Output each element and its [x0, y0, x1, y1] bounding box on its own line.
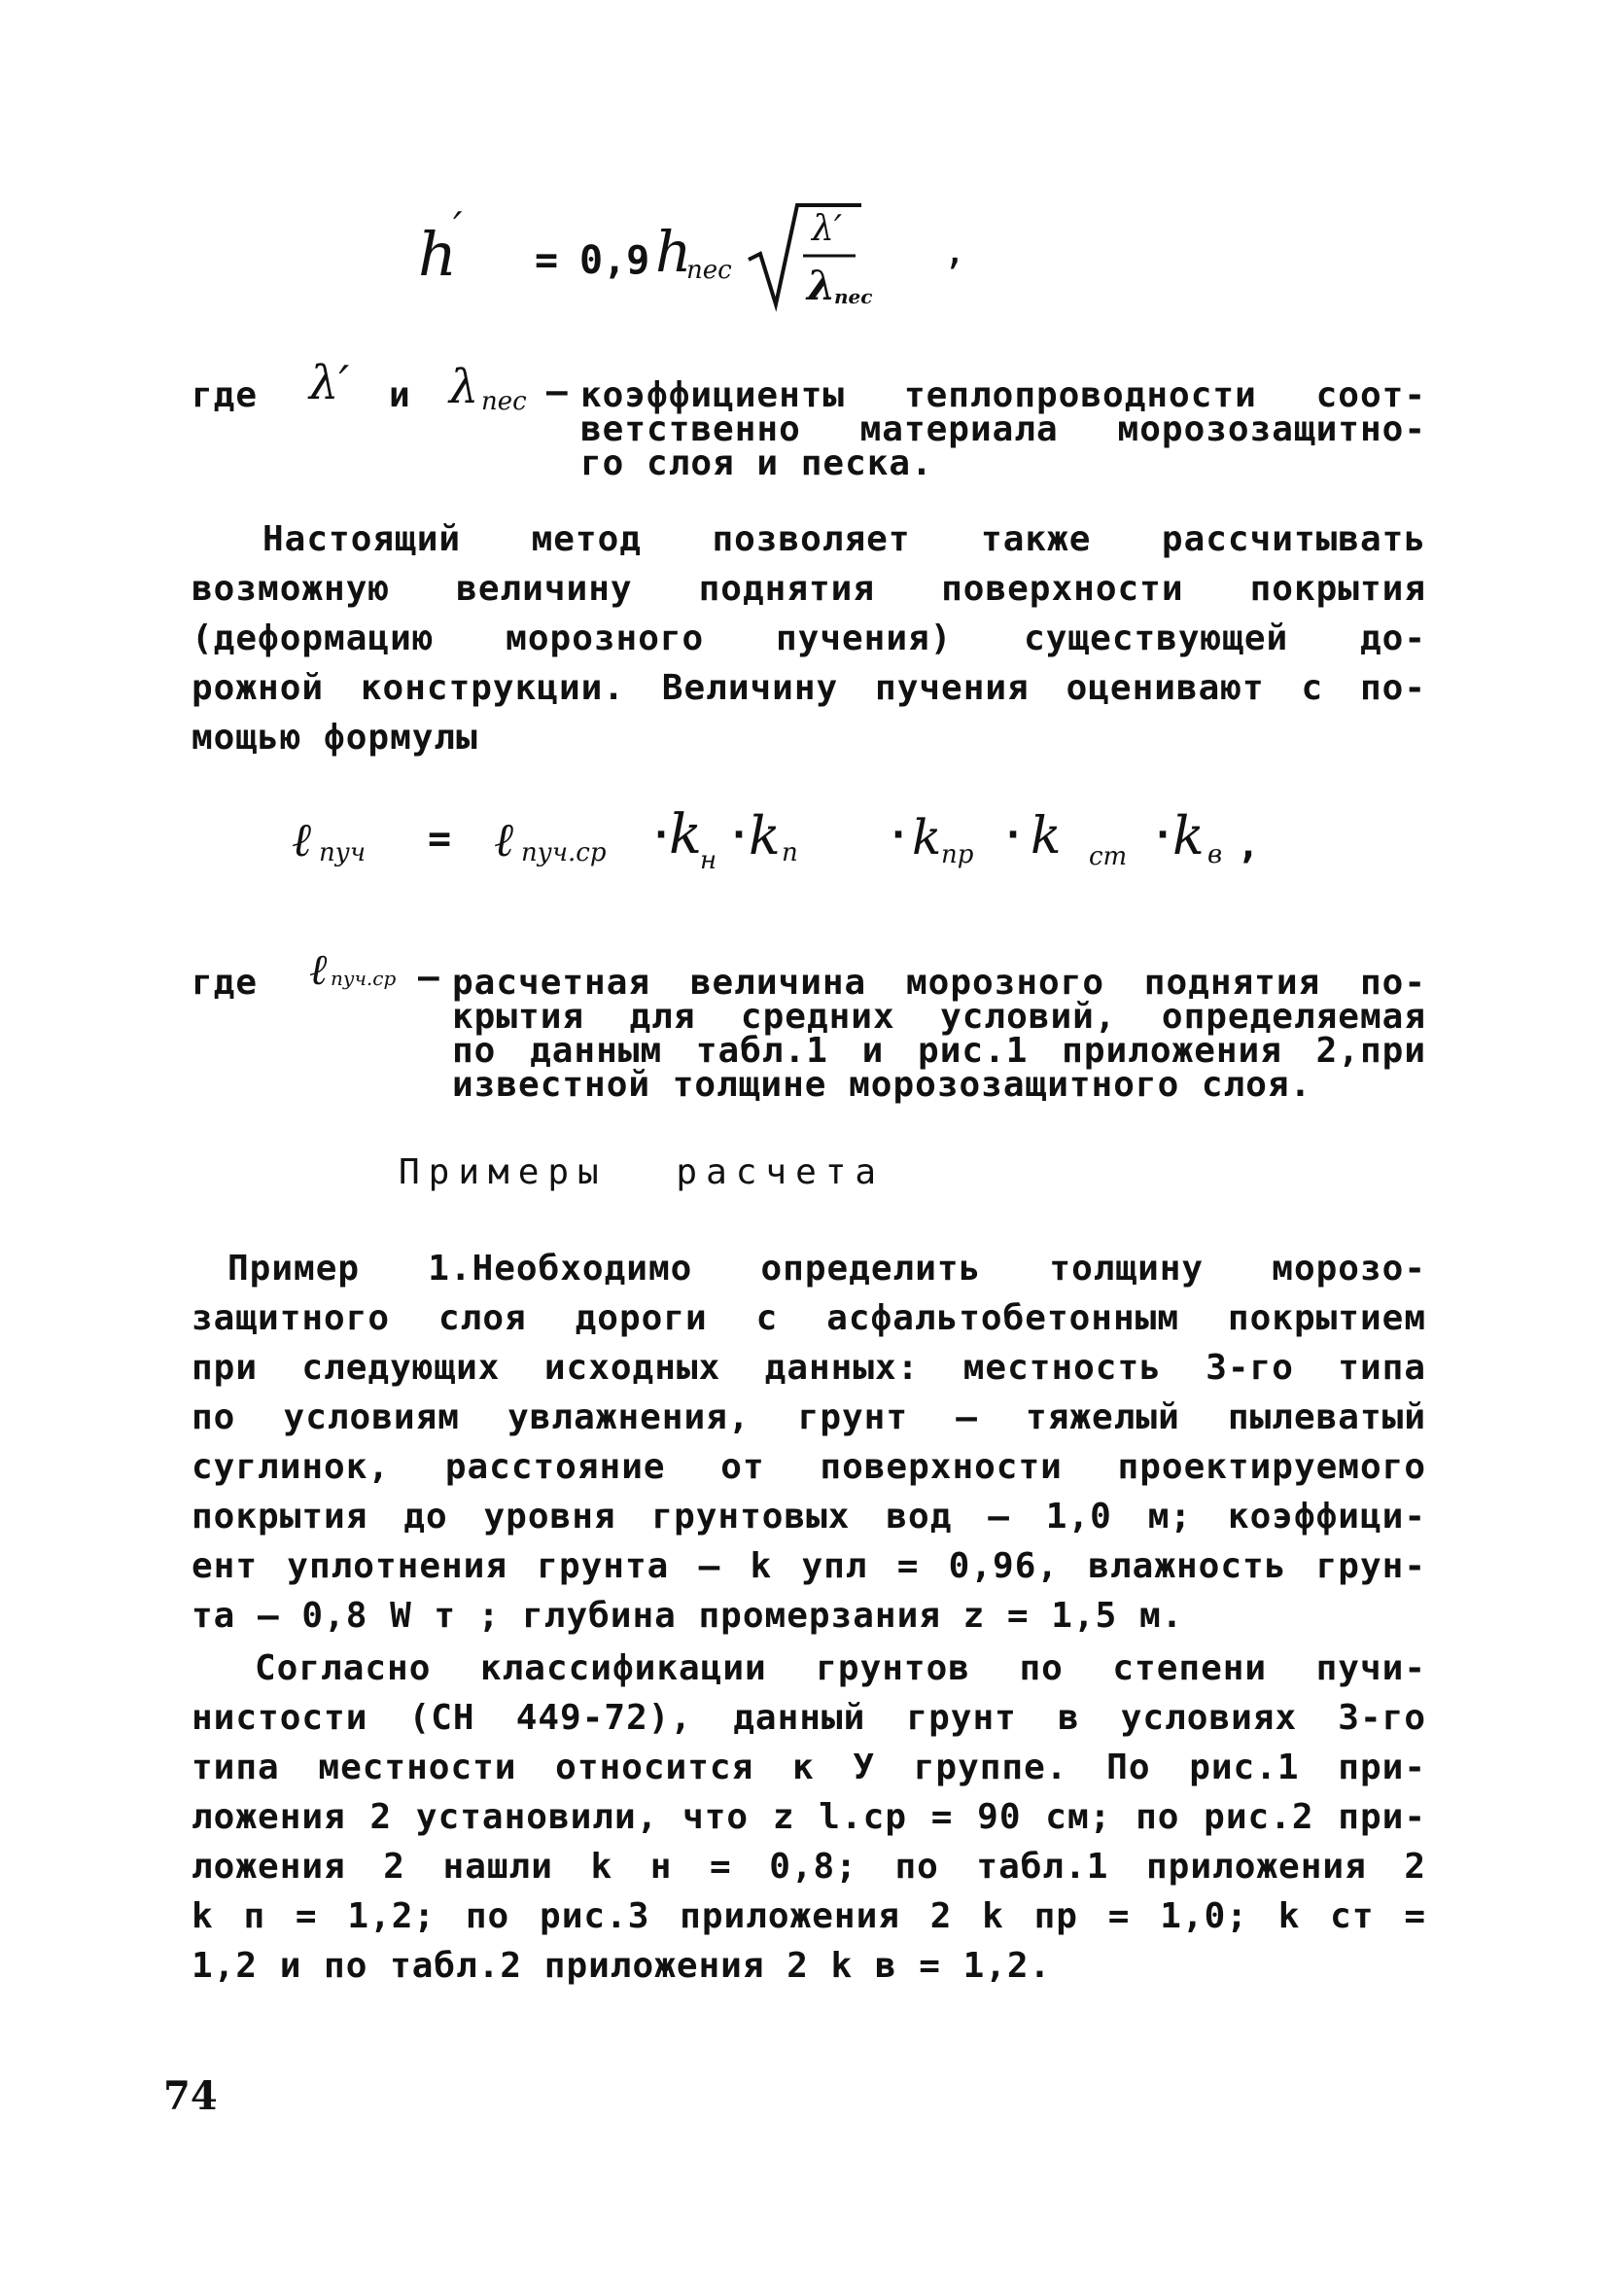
- multiply-dot: ·: [1001, 813, 1026, 858]
- example-line: при следующих исходных данных: местность 3-го типа: [192, 1348, 1426, 1388]
- definition-line: ветственно материала морозозащитно-: [580, 409, 1426, 449]
- formula-lhs-prime: ′: [453, 203, 463, 251]
- k-v-subscript: в: [1207, 840, 1223, 869]
- example-line: суглинок, расстояние от поверхности проектируемого: [192, 1447, 1426, 1487]
- definition-dash: –: [418, 957, 440, 997]
- example-line: по условиям увлажнения, грунт – тяжелый пылеватый: [192, 1397, 1426, 1437]
- example-line: покрытия до уровня грунтовых вод – 1,0 м; коэффици-: [192, 1497, 1426, 1537]
- paragraph-line: Настоящий метод позволяет также рассчитывать: [262, 519, 1426, 559]
- heave-lhs-symbol: ℓ: [292, 813, 311, 867]
- definition-line: коэффициенты теплопроводности соот-: [580, 375, 1426, 415]
- formula-equals: =: [535, 238, 559, 283]
- multiply-dot: ·: [649, 813, 674, 858]
- paragraph-line: типа местности относится к У группе. По рис.1 при-: [192, 1748, 1426, 1787]
- heave-avg-symbol: ℓ: [309, 945, 328, 995]
- and-word: и: [389, 375, 411, 415]
- paragraph-line: Согласно классификации грунтов по степени пучи-: [255, 1648, 1426, 1688]
- paragraph-line: нистости (СН 449-72), данный грунт в условиях 3-го: [192, 1698, 1426, 1738]
- where-keyword: где: [192, 963, 259, 1003]
- k-st-symbol: k: [1031, 807, 1062, 865]
- definition-dash: –: [546, 371, 569, 411]
- example-line: Пример 1.Необходимо определить толщину морозо-: [227, 1249, 1426, 1289]
- example-line: ент уплотнения грунта – k упл = 0,96, влажность грун-: [192, 1546, 1426, 1586]
- k-p-subscript: п: [782, 838, 798, 867]
- k-n-subscript: н: [700, 846, 717, 875]
- heave-lhs-subscript: пуч: [319, 838, 367, 867]
- formula-lhs-symbol: h: [418, 219, 457, 290]
- multiply-dot: ·: [887, 813, 911, 858]
- heave-avg-symbol: ℓ: [494, 813, 513, 867]
- definition-line: крытия для средних условий, определяемая: [452, 997, 1426, 1037]
- page-number: 74: [163, 2073, 218, 2119]
- definition-line: расчетная величина морозного поднятия по-: [452, 963, 1426, 1003]
- definition-line: го слоя и песка.: [580, 443, 933, 483]
- section-title: Примеры расчета: [399, 1152, 886, 1192]
- k-st-subscript: ст: [1089, 842, 1128, 871]
- formula-h-subscript: пес: [686, 256, 732, 285]
- paragraph-line: мощью формулы: [192, 718, 478, 758]
- heave-equals: =: [428, 817, 452, 862]
- sqrt-denominator: λ: [807, 262, 836, 309]
- heave-trailing-comma: ,: [1237, 823, 1261, 867]
- paragraph-line: k п = 1,2; по рис.3 приложения 2 k пр = 1,0; k ст =: [192, 1896, 1426, 1936]
- multiply-dot: ·: [727, 813, 752, 858]
- example-line: защитного слоя дороги с асфальтобетонным покрытием: [192, 1298, 1426, 1338]
- k-pr-symbol: k: [912, 809, 942, 865]
- paragraph-line: (деформацию морозного пучения) существующей до-: [192, 618, 1426, 658]
- paragraph-line: ложения 2 установили, что z l.ср = 90 см; по рис.2 при-: [192, 1797, 1426, 1837]
- heave-avg-subscript: пуч.ср: [521, 838, 607, 867]
- paragraph-line: 1,2 и по табл.2 приложения 2 k в = 1,2.: [192, 1946, 1052, 1986]
- formula-coefficient: 0,9: [579, 238, 650, 283]
- paragraph-line: рожной конструкции. Величину пучения оценивают с по-: [192, 668, 1426, 708]
- where-keyword: где: [192, 375, 259, 415]
- example-line: та – 0,8 W т ; глубина промерзания z = 1,5 м.: [192, 1596, 1184, 1636]
- k-pr-subscript: пр: [941, 840, 974, 869]
- paragraph-line: ложения 2 нашли k н = 0,8; по табл.1 приложения 2: [192, 1847, 1426, 1887]
- definition-line: известной толщине морозозащитного слоя.: [452, 1065, 1312, 1105]
- lambda-sand-subscript: пес: [481, 387, 527, 416]
- k-p-symbol: k: [749, 805, 781, 866]
- sqrt-numerator: λ′: [812, 209, 842, 249]
- heave-avg-subscript: пуч.ср: [331, 967, 397, 990]
- formula-trailing-comma: ,: [943, 229, 967, 273]
- formula-h-symbol: h: [655, 219, 692, 285]
- lambda-sand-symbol: λ: [449, 360, 479, 414]
- sqrt-denominator-subscript: пес: [834, 285, 873, 308]
- paragraph-line: возможную величину поднятия поверхности покрытия: [192, 569, 1426, 609]
- definition-line: по данным табл.1 и рис.1 приложения 2,при: [452, 1031, 1426, 1071]
- multiply-dot: ·: [1151, 813, 1175, 858]
- k-n-symbol: k: [669, 803, 702, 866]
- k-v-symbol: k: [1172, 805, 1205, 866]
- lambda-prime-symbol: λ′: [309, 356, 350, 410]
